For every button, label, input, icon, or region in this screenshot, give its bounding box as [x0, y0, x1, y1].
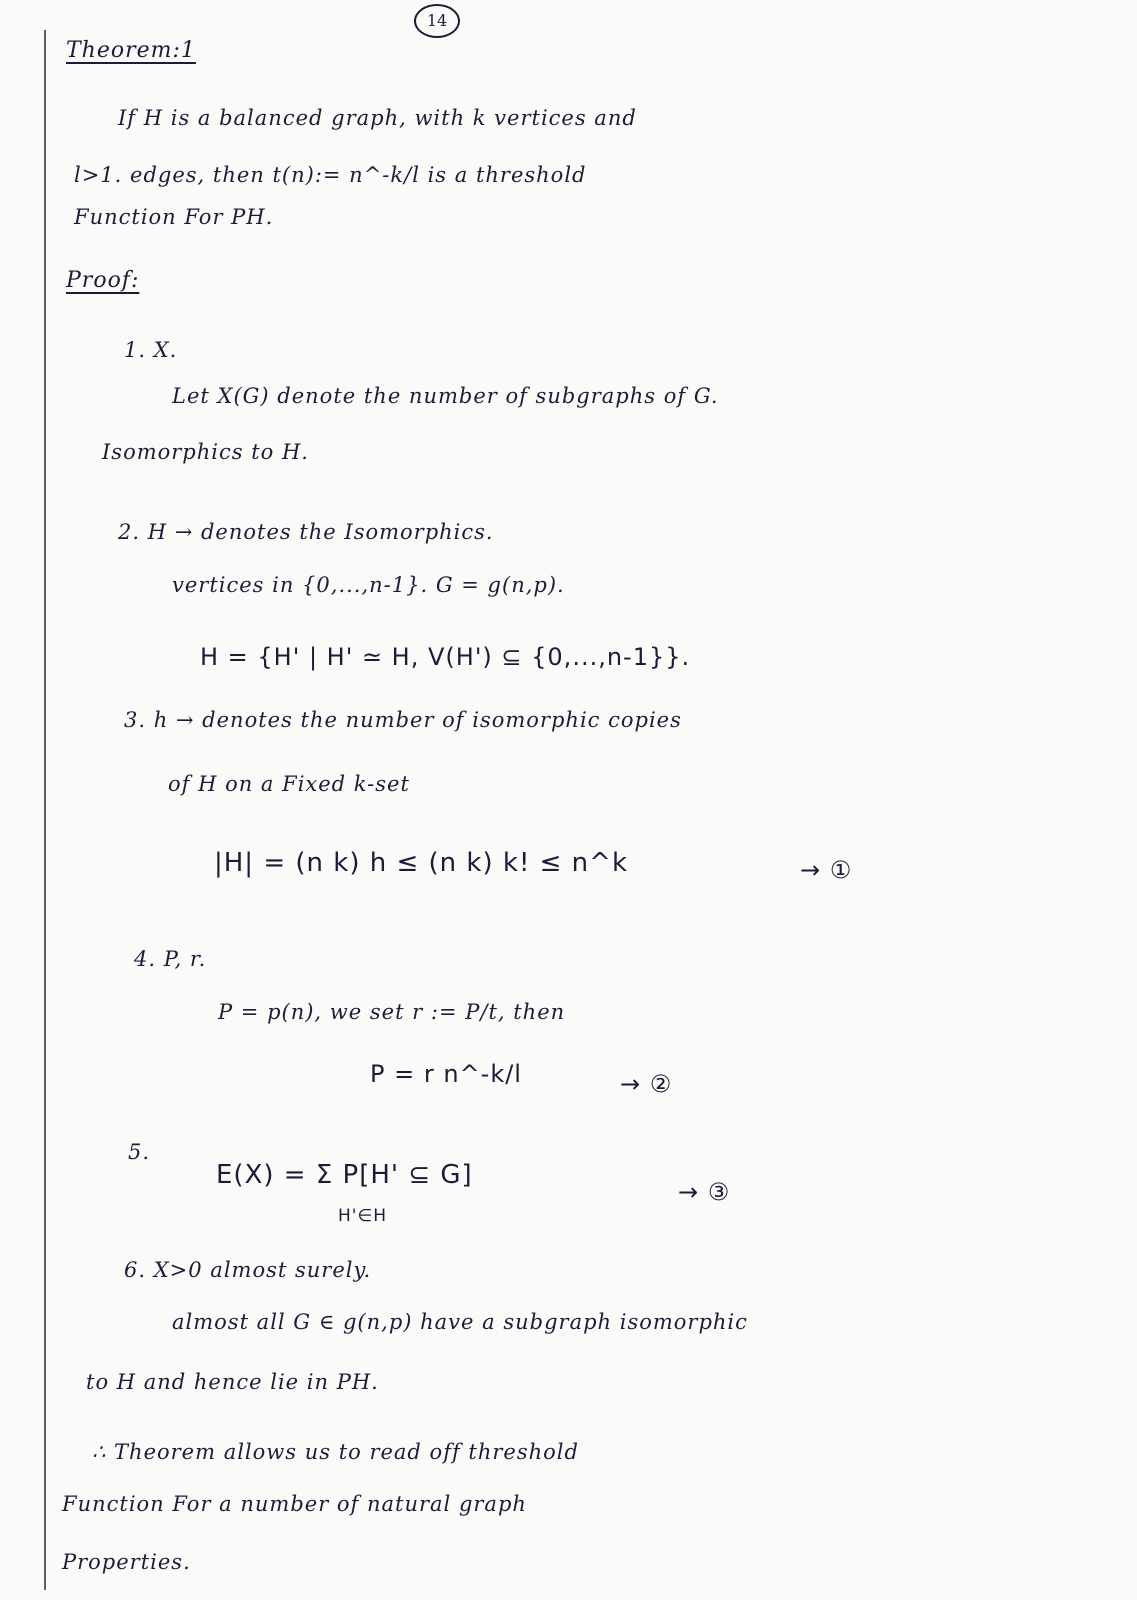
- theorem-line-1: If H is a balanced graph, with k vertices and: [118, 106, 637, 130]
- conclusion-line-3: Properties.: [62, 1550, 191, 1574]
- conclusion-line-2: Function For a number of natural graph: [62, 1492, 527, 1516]
- step-4-reference: → ②: [620, 1070, 673, 1098]
- step-2-line-1: vertices in {0,...,n-1}. G = g(n,p).: [172, 573, 565, 597]
- theorem-line-2: l>1. edges, then t(n):= n^-k/l is a threshold: [74, 163, 587, 187]
- conclusion-line-1: ∴ Theorem allows us to read off threshold: [92, 1440, 579, 1464]
- step-6-title: 6. X>0 almost surely.: [124, 1258, 372, 1282]
- step-3-line-1: of H on a Fixed k-set: [168, 772, 410, 796]
- margin-line: [44, 30, 46, 1590]
- step-3-equation: |H| = (n k) h ≤ (n k) k! ≤ n^k: [214, 848, 628, 878]
- step-6-line-1: almost all G ∈ g(n,p) have a subgraph isomorphic: [172, 1310, 748, 1334]
- step-5-title: 5.: [128, 1140, 151, 1164]
- step-1-line-2: Isomorphics to H.: [102, 440, 309, 464]
- step-2-equation: H = {H' | H' ≃ H, V(H') ⊆ {0,...,n-1}}.: [200, 643, 691, 671]
- step-5-equation: E(X) = Σ P[H' ⊆ G]: [216, 1160, 473, 1190]
- step-1-line-1: Let X(G) denote the number of subgraphs of G.: [172, 384, 719, 408]
- theorem-heading: Theorem:1: [66, 38, 196, 63]
- page-number: 14: [414, 4, 460, 38]
- step-4-line-1: P = p(n), we set r := P/t, then: [218, 1000, 566, 1024]
- step-2-title: 2. H → denotes the Isomorphics.: [118, 520, 494, 544]
- step-5-reference: → ③: [678, 1178, 731, 1206]
- step-6-line-2: to H and hence lie in PH.: [86, 1370, 379, 1394]
- step-5-sum-subscript: H'∈H: [338, 1206, 388, 1226]
- step-4-title: 4. P, r.: [134, 947, 207, 971]
- theorem-line-3: Function For PH.: [74, 205, 274, 229]
- step-4-equation: P = r n^-k/l: [370, 1060, 522, 1088]
- step-3-reference: → ①: [800, 856, 853, 884]
- step-3-title: 3. h → denotes the number of isomorphic copies: [124, 708, 682, 732]
- step-1-title: 1. X.: [124, 338, 178, 362]
- proof-heading: Proof:: [66, 268, 140, 293]
